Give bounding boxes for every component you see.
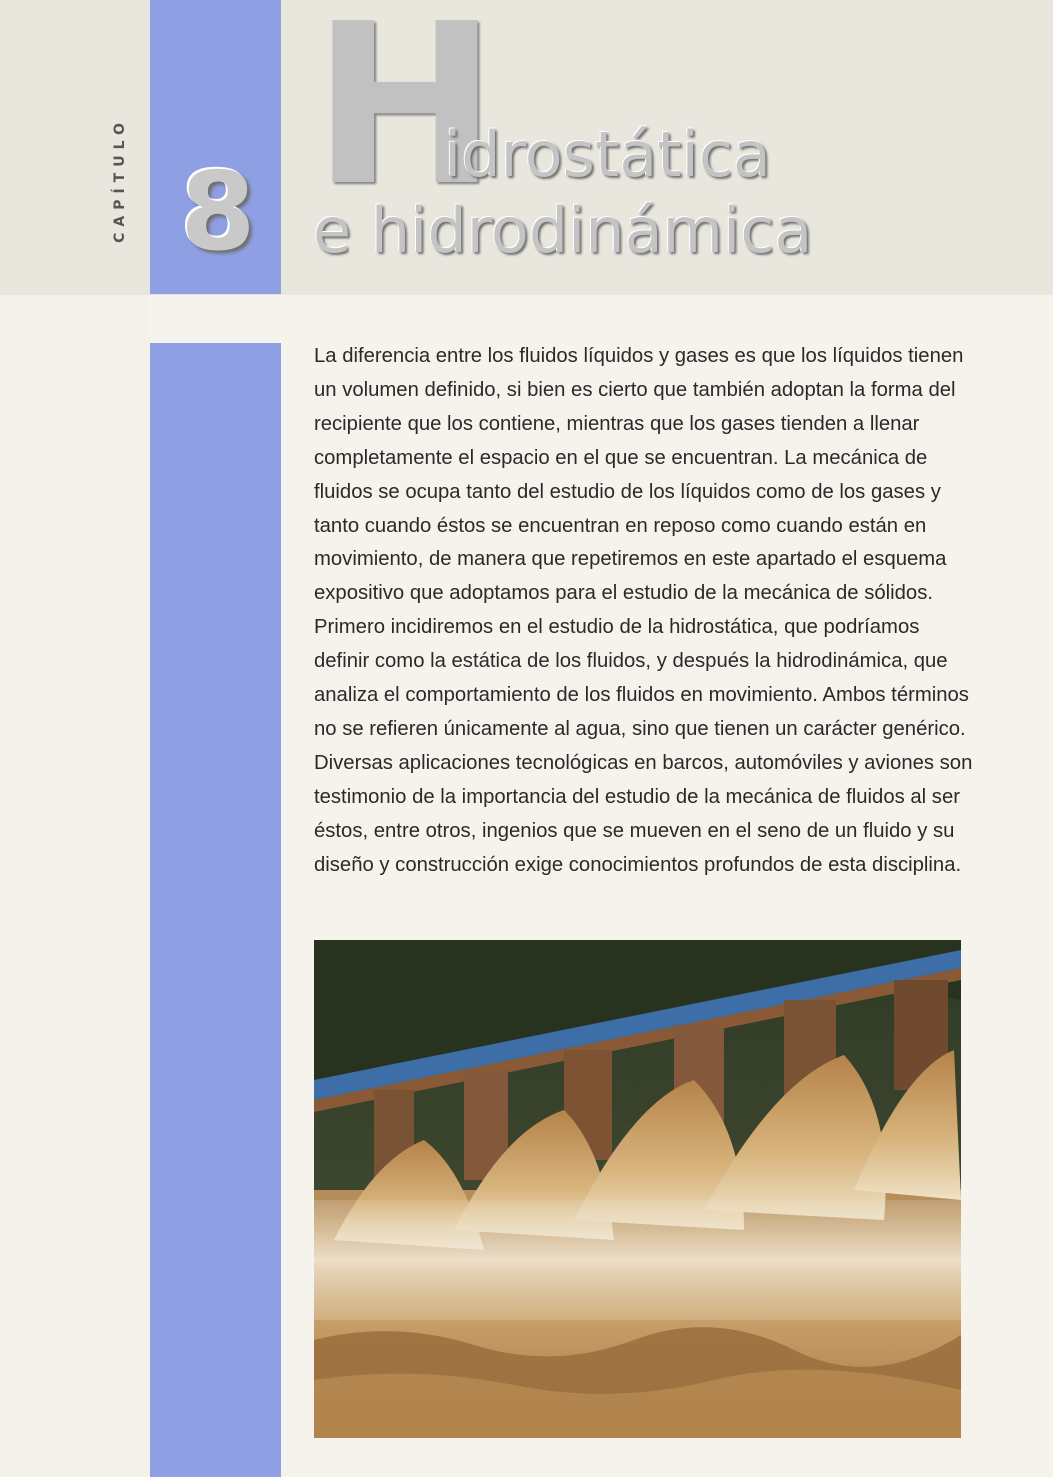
dam-spillway-photo [314,940,961,1438]
intro-paragraph: La diferencia entre los fluidos líquidos y gases es que los líquidos tienen un volumen definido, si bien es cierto que también adoptan la forma del recipiente que los contiene, mientras que los gases tienden a llenar completamente el espacio en el que se encuentran. La mecánica de fluidos se ocupa tanto del estudio de los líquidos como de los gases y tanto cuando éstos se encuentran en reposo como cuando están en movimiento, de manera que repetiremos en este apartado el esquema expositivo que adoptamos para el estudio de la mecánica de sólidos. Primero incidiremos en el estudio de la hidrostática, que podríamos definir como la estática de los fluidos, y después la hidrodinámica, que analiza el comportamiento de los fluidos en movimiento. Ambos términos no se refieren únicamente al agua, sino que tienen un carácter genérico. Diversas aplicaciones tecnológicas en barcos, automóviles y aviones son testimonio de la importancia del estudio de la mecánica de fluidos al ser éstos, entre otros, ingenios que se mueven en el seno de un fluido y su diseño y construcción exige conocimientos profundos de esta disciplina. [314,345,973,876]
chapter-title-line-1: idrostática [444,118,771,191]
chapter-label-text: CAPÍTULO [112,117,128,243]
chapter-label [70,80,170,280]
chapter-number: 8 [180,150,256,275]
title-initial-letter [312,0,498,235]
left-margin [0,295,150,1477]
chapter-title-line-2: e hidrodinámica [313,194,813,267]
side-color-bar [150,343,281,1477]
title-initial: H [312,0,498,235]
